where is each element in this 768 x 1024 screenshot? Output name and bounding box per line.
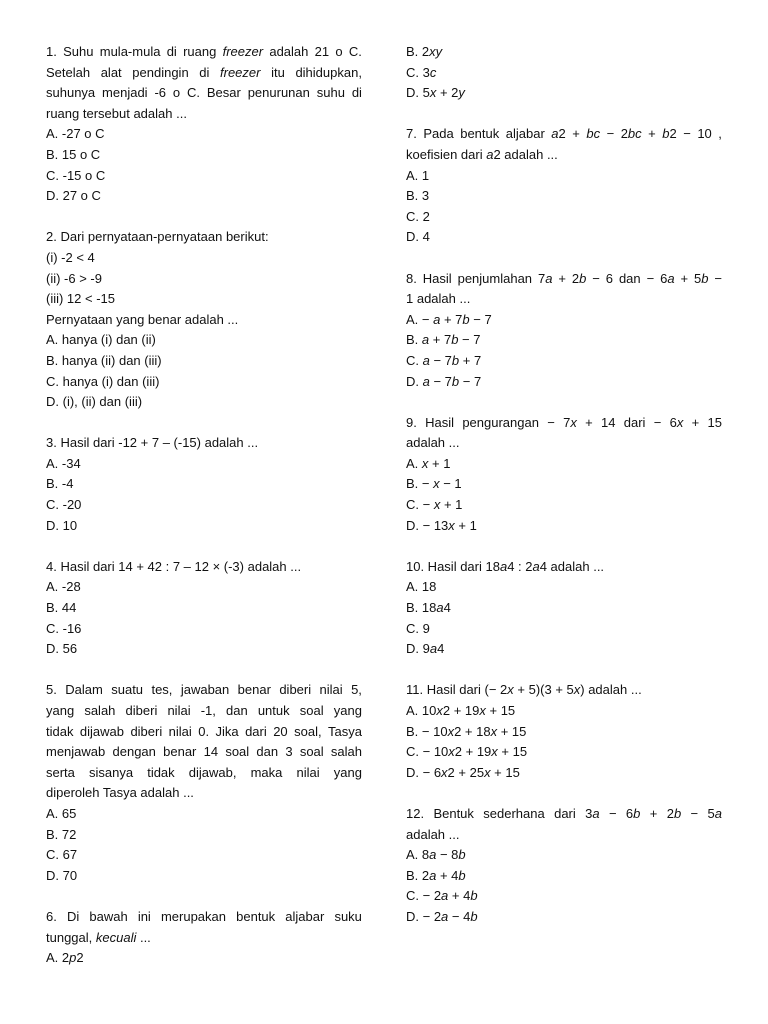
word: Besar <box>206 85 241 101</box>
text-line: adalah ... <box>406 435 460 451</box>
text-line: 4. Hasil dari 14 + 42 : 7 – 12 × (-3) adalah ... <box>46 558 302 574</box>
word: soal, <box>294 723 322 739</box>
text-line <box>46 763 362 784</box>
text-line: A. 8a − 8b <box>406 847 466 863</box>
word: − <box>690 805 699 821</box>
word: − <box>653 414 662 430</box>
blank-line <box>406 248 722 269</box>
word: 6. <box>46 908 57 924</box>
text-line: B. -4 <box>46 476 74 492</box>
blank-line <box>46 207 362 228</box>
word: 3 <box>285 744 293 760</box>
word: di <box>351 85 362 101</box>
text-line <box>46 42 362 63</box>
word: nilai <box>167 703 191 718</box>
text-line: C. − 10x2 + 19x + 15 <box>406 744 528 760</box>
text-line: C. -15 o C <box>46 167 106 183</box>
word: − <box>714 270 722 286</box>
blank-line <box>46 660 362 681</box>
word: + <box>680 270 689 286</box>
text-line: (i) -2 < 4 <box>46 249 95 265</box>
word: di <box>199 64 210 80</box>
word: bc <box>586 126 601 142</box>
word: menjadi <box>102 85 148 101</box>
word: − <box>547 414 555 430</box>
text-line: B. 15 o C <box>46 146 101 162</box>
text-line: A. 10x2 + 19x + 15 <box>406 703 516 718</box>
word: dari <box>623 414 646 430</box>
word: tidak <box>147 764 175 780</box>
word: 7a <box>537 270 553 286</box>
word: diberi <box>125 703 158 718</box>
text-line: A. -27 o C <box>46 126 105 142</box>
word: nilai <box>296 764 320 780</box>
word: 6 <box>605 270 614 286</box>
text-line: A. x + 1 <box>406 455 451 471</box>
word: dihidupkan, <box>295 64 362 80</box>
word: adalah <box>269 44 309 59</box>
word: + <box>585 414 593 430</box>
word: 2b <box>571 270 587 286</box>
text-line: D. − 13x + 1 <box>406 517 477 533</box>
text-line <box>46 63 362 84</box>
text-line: D. (i), (ii) dan (iii) <box>46 394 143 410</box>
word: + <box>648 126 656 142</box>
word: 7. <box>406 126 417 142</box>
text-line: B. hanya (ii) dan (iii) <box>46 352 162 368</box>
word: alat <box>100 64 122 80</box>
text-line: C. 3c <box>406 64 437 80</box>
word: 8. <box>406 270 417 286</box>
text-line <box>46 742 362 763</box>
word: dan <box>618 270 641 286</box>
text-line: A. 65 <box>46 805 77 821</box>
word: suhunya <box>46 85 96 101</box>
word: mula-mula <box>99 44 161 59</box>
word: yang <box>333 764 362 780</box>
word: o <box>335 44 343 59</box>
word: maka <box>250 764 283 780</box>
text-line: 10. Hasil dari 18a4 : 2a4 adalah ... <box>406 558 605 574</box>
word: 1. <box>46 44 57 59</box>
text-line: C. − x + 1 <box>406 497 463 513</box>
word: diberi <box>130 723 163 739</box>
text-line: A. − a + 7b − 7 <box>406 311 492 327</box>
word: penurunan <box>247 85 310 101</box>
text-line <box>46 701 362 722</box>
text-line <box>406 804 722 825</box>
text-line: A. 1 <box>406 167 430 183</box>
text-line: C. 67 <box>46 847 78 863</box>
word: 12. <box>406 805 425 821</box>
word: suku <box>334 908 362 924</box>
word: 5, <box>351 682 362 698</box>
word: nilai <box>319 682 343 698</box>
text-line: A. -28 <box>46 579 81 595</box>
blank-line <box>46 536 362 557</box>
text-line: B. 2a + 4b <box>406 867 466 883</box>
word: yang <box>333 703 362 718</box>
text-line: adalah ... <box>406 826 460 842</box>
word: diberi <box>279 682 312 698</box>
word: merupakan <box>160 908 226 924</box>
word: freezer <box>222 44 264 59</box>
word: dan <box>226 703 248 718</box>
word: C. <box>186 85 200 101</box>
blank-line <box>406 660 722 681</box>
text-line: D. 5x + 2y <box>406 85 465 101</box>
word: o <box>172 85 181 101</box>
word: 2bc <box>620 126 642 142</box>
word: bentuk <box>236 908 276 924</box>
word: salah <box>84 703 116 718</box>
word: Dalam <box>65 682 103 698</box>
text-line: Pernyataan yang benar adalah ... <box>46 311 239 327</box>
text-line: C. a − 7b + 7 <box>406 352 482 368</box>
word: tidak <box>46 723 74 739</box>
word: bawah <box>89 908 128 924</box>
word: pengurangan <box>462 414 539 430</box>
text-line: C. − 2a + 4b <box>406 888 478 904</box>
word: 10 <box>697 126 712 142</box>
word: a2 <box>551 126 566 142</box>
text-line: 11. Hasil dari (− 2x + 5)(3 + 5x) adalah ... <box>406 682 642 698</box>
text-line: D. 9a4 <box>406 641 445 657</box>
text-line: (ii) -6 > -9 <box>46 270 102 286</box>
word: aljabar <box>505 126 545 142</box>
word: -6 <box>154 85 166 101</box>
text-line: D. 27 o C <box>46 188 101 204</box>
word: Hasil <box>425 414 455 430</box>
text-line: B. a + 7b − 7 <box>406 332 481 348</box>
word: Di <box>66 908 80 924</box>
word: 6x <box>669 414 684 430</box>
word: b2 <box>662 126 677 142</box>
word: 2b <box>666 805 682 821</box>
text-line: D. 10 <box>46 517 78 533</box>
text-line: 1 adalah ... <box>406 291 471 307</box>
blank-line <box>406 536 722 557</box>
word: tes, <box>151 682 173 698</box>
text-line: B. − x − 1 <box>406 476 462 492</box>
word: 0. <box>198 723 210 739</box>
word: 5. <box>46 682 57 698</box>
text-line: C. -20 <box>46 497 82 513</box>
word: 7x <box>563 414 577 430</box>
word: untuk <box>257 703 290 718</box>
word: suhu <box>316 85 345 101</box>
text-line <box>46 722 362 743</box>
word: 14 <box>203 744 219 760</box>
word: salah <box>330 744 362 760</box>
text-line <box>46 83 362 104</box>
text-line <box>46 907 362 928</box>
text-line: D. − 6x2 + 25x + 15 <box>406 764 520 780</box>
word: benar <box>163 744 197 760</box>
word: di <box>166 44 177 59</box>
text-line: A. hanya (i) dan (ii) <box>46 332 156 348</box>
word: bentuk <box>460 126 500 142</box>
word: + <box>558 270 566 286</box>
word: benar <box>237 682 271 698</box>
word: Tasya <box>328 723 362 739</box>
word: dijawab <box>79 723 124 739</box>
word: − <box>606 126 615 142</box>
word: dari <box>245 723 267 739</box>
word: yang <box>46 703 75 718</box>
word: Bentuk <box>433 805 474 821</box>
word: nilai <box>168 723 192 739</box>
word: -1, <box>200 703 216 718</box>
text-line: A. -34 <box>46 455 81 471</box>
text-line: B. 72 <box>46 826 77 842</box>
text-line: B. 44 <box>46 600 77 616</box>
word: − <box>592 270 600 286</box>
word: , <box>718 126 722 142</box>
word: menjawab <box>46 744 106 760</box>
blank-line <box>406 392 722 413</box>
text-line: C. hanya (i) dan (iii) <box>46 373 160 389</box>
word: serta <box>46 764 75 780</box>
text-line: C. -16 <box>46 620 82 636</box>
word: 21 <box>314 44 330 59</box>
text-line: D. − 2a − 4b <box>406 908 478 924</box>
text-line: ruang tersebut adalah ... <box>46 105 187 121</box>
word: 6b <box>625 805 641 821</box>
text-line: D. 70 <box>46 867 78 883</box>
word: 6a <box>660 270 675 286</box>
right-column <box>406 42 722 928</box>
word: Pada <box>423 126 454 142</box>
word: 3a <box>585 805 600 821</box>
blank-line <box>406 783 722 804</box>
text-line <box>406 413 722 434</box>
text-line: C. 9 <box>406 620 430 636</box>
text-line: D. 56 <box>46 641 78 657</box>
word: dijawab, <box>188 764 237 780</box>
word: C. <box>348 44 362 59</box>
word: Jika <box>215 723 239 739</box>
word: dengan <box>112 744 156 760</box>
left-column <box>46 42 362 969</box>
text-line: B. 18a4 <box>406 600 451 616</box>
word: − <box>646 270 655 286</box>
word: dan <box>256 744 279 760</box>
word: jawaban <box>180 682 230 698</box>
text-line <box>46 680 362 701</box>
word: 5a <box>707 805 722 821</box>
text-line: diperoleh Tasya adalah ... <box>46 785 194 801</box>
text-line: B. 2xy <box>406 44 443 59</box>
blank-line <box>406 104 722 125</box>
word: penjumlahan <box>457 270 533 286</box>
word: itu <box>271 64 285 80</box>
word: aljabar <box>285 908 325 924</box>
text-line: koefisien dari a2 adalah ... <box>406 146 558 162</box>
word: ini <box>137 908 151 924</box>
text-line <box>406 269 722 290</box>
text-line: A. 2p2 <box>46 950 84 966</box>
word: + <box>572 126 580 142</box>
word: Hasil <box>422 270 452 286</box>
word: soal <box>225 744 250 760</box>
word: + <box>649 805 658 821</box>
text-line: D. 4 <box>406 229 430 245</box>
word: sederhana <box>483 805 545 821</box>
text-line: 2. Dari pernyataan-pernyataan berikut: <box>46 229 269 245</box>
word: 14 <box>601 414 616 430</box>
word: − <box>683 126 691 142</box>
text-line: 3. Hasil dari -12 + 7 – (-15) adalah ... <box>46 435 259 451</box>
word: freezer <box>220 64 261 80</box>
text-line: A. 18 <box>406 579 437 595</box>
word: + <box>691 414 700 430</box>
word: dari <box>554 805 576 821</box>
text-line: C. 2 <box>406 208 430 224</box>
blank-line <box>46 886 362 907</box>
word: soal <box>299 744 324 760</box>
word: 15 <box>707 414 722 430</box>
text-line: D. a − 7b − 7 <box>406 373 482 389</box>
text-line: B. − 10x2 + 18x + 15 <box>406 723 527 739</box>
word: − <box>608 805 617 821</box>
text-line: tunggal, kecuali ... <box>46 929 151 945</box>
word: Setelah <box>46 64 91 80</box>
word: 20 <box>273 723 288 739</box>
word: soal <box>299 703 324 718</box>
word: suatu <box>111 682 144 698</box>
text-line <box>406 124 722 145</box>
word: Suhu <box>63 44 94 59</box>
word: 9. <box>406 414 417 430</box>
word: sisanya <box>89 764 134 780</box>
word: ruang <box>183 44 217 59</box>
word: 5b <box>693 270 709 286</box>
word: pendingin <box>132 64 189 80</box>
text-line: B. 3 <box>406 188 430 204</box>
text-line: (iii) 12 < -15 <box>46 291 115 307</box>
blank-line <box>46 413 362 434</box>
